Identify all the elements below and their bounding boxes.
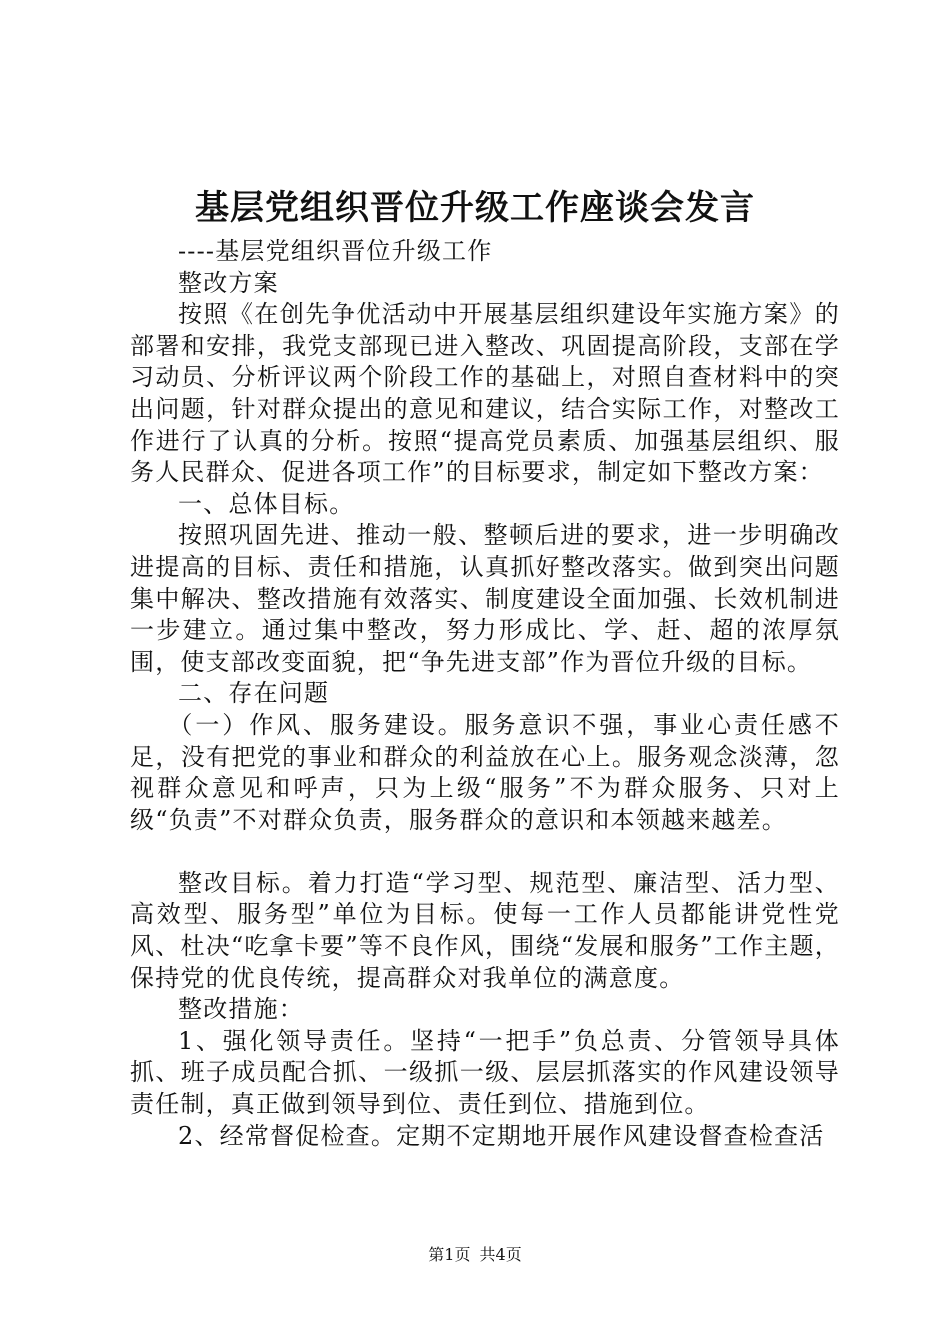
paragraph-problem-1: （一）作风、服务建设。服务意识不强，事业心责任感不足，没有把党的事业和群众的利益放在心上。服务观念淡薄，忽视群众意见和呼声，只为上级“服务”不为群众服务、只对上级“负责”不对群众负责，服务群众的意识和本领越来越差。: [130, 710, 840, 834]
paragraph-spacer: [130, 836, 840, 868]
subtitle-line-2: 整改方案: [178, 268, 279, 297]
subtitle-line-1: ----基层党组织晋位升级工作: [178, 237, 493, 265]
paragraph-measure-2: 2、经常督促检查。定期不定期地开展作风建设督查检查活: [178, 1121, 825, 1150]
paragraph-overall-goal: 按照巩固先进、推动一般、整顿后进的要求，进一步明确改进提高的目标、责任和措施，认真抓好整改落实。做到突出问题集中解决、整改措施有效落实、制度建设全面加强、长效机制进一步建立。通过集中整改，努力形成比、学、赶、超的浓厚氛围，使支部改变面貌，把“争先进支部”作为晋位升级的目标。: [130, 521, 840, 676]
document-title: 基层党组织晋位升级工作座谈会发言: [195, 188, 755, 228]
page-footer: [0, 1244, 950, 1266]
paragraph-intro: 按照《在创先争优活动中开展基层组织建设年实施方案》的部署和安排，我党支部现已进入整改、巩固提高阶段，支部在学习动员、分析评议两个阶段工作的基础上，对照自查材料中的突出问题，针对群众提出的意见和建议，结合实际工作，对整改工作进行了认真的分析。按照“提高党员素质、加强基层组织、服务人民群众、促进各项工作”的目标要求，制定如下整改方案：: [130, 300, 840, 487]
heading-existing-problems: 二、存在问题: [178, 679, 330, 708]
heading-measures: 整改措施：: [178, 995, 304, 1024]
paragraph-rectification-goal: 整改目标。着力打造“学习型、规范型、廉洁型、活力型、高效型、服务型”单位为目标。使每一工作人员都能讲党性党风、杜决“吃拿卡要”等不良作风，围绕“发展和服务”工作主题，保持党的优良传统，提高群众对我单位的满意度。: [130, 868, 840, 992]
page-total: 共4页: [479, 1245, 522, 1264]
document-body: [130, 236, 840, 1152]
paragraph-measure-1: 1、强化领导责任。坚持“一把手”负总责、分管领导具体抓、班子成员配合抓、一级抓一级、层层抓落实的作风建设领导责任制，真正做到领导到位、责任到位、措施到位。: [130, 1026, 840, 1119]
page-number: 第1页: [428, 1245, 471, 1264]
heading-overall-goal: 一、总体目标。: [178, 489, 355, 518]
